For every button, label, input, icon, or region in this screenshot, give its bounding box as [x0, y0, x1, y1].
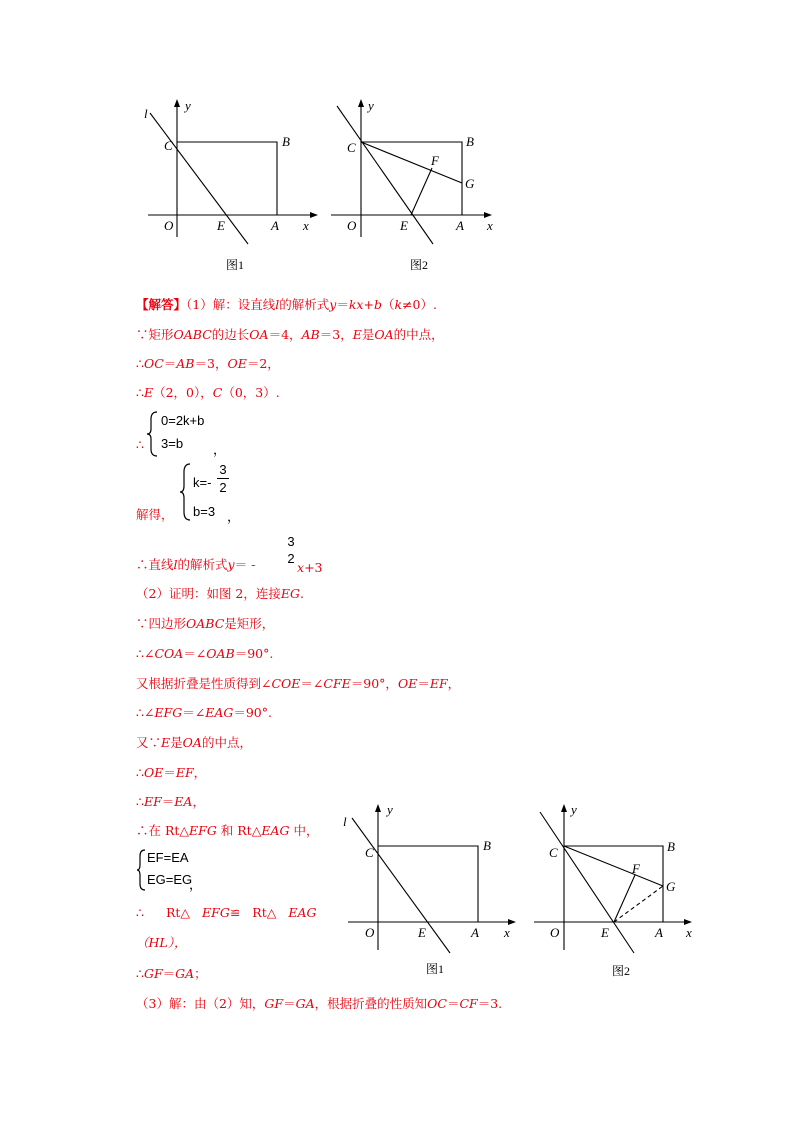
solution-line-6: （2）证明：如图 2，连接EG. [136, 586, 304, 601]
left-brace [180, 462, 192, 522]
fraction-numerator: 3 [287, 534, 295, 549]
system-1-eq-1: 0=2k+b [161, 413, 205, 428]
figure-2-top [325, 96, 505, 276]
solution-line-2: ∵矩形OABC的边长OA＝4，AB＝3，E是OA的中点， [136, 327, 444, 342]
label-x: x [487, 218, 493, 233]
label-e: E [400, 218, 408, 233]
fraction-denominator: 2 [219, 480, 227, 495]
solution-line-17: ∴GF＝GA； [136, 966, 207, 981]
system-1-comma: ， [213, 442, 227, 457]
system-2-b: b=3 [193, 504, 216, 519]
label-a: A [271, 218, 279, 233]
label-a: A [655, 925, 663, 940]
figure-1-bottom-svg [340, 800, 520, 980]
label-g: G [666, 879, 676, 894]
system-3-eq-2: EG=EG [147, 872, 193, 887]
figure-1-bottom [340, 800, 520, 980]
figure-2-top-svg [325, 96, 505, 276]
label-o: O [365, 925, 375, 940]
figure-2-bottom [528, 800, 708, 980]
label-f: F [431, 153, 439, 168]
system-2-prefix: 解得， [136, 507, 174, 522]
solution-line-14: ∴在 Rt△EFG 和 Rt△EAG 中， [136, 823, 319, 838]
label-c: C [549, 845, 558, 860]
label-b: B [667, 839, 675, 854]
solution-line-5: ∴直线l的解析式y＝ - [136, 557, 256, 572]
label-a: A [471, 925, 479, 940]
figure-caption: 图2 [410, 258, 429, 272]
figure-1-top-svg [140, 96, 320, 276]
label-e: E [418, 925, 426, 940]
equation-system-3 [137, 848, 237, 892]
line-5-fraction [284, 534, 298, 566]
solution-line-16: （HL）， [136, 935, 187, 950]
label-l: l [343, 814, 347, 829]
system-3-eq-1: EF=EA [147, 850, 189, 865]
solution-line-13: ∴EF＝EA， [136, 794, 205, 809]
solution-line-12: ∴OE＝EF， [136, 765, 207, 780]
label-e: E [601, 925, 609, 940]
system-2-fraction [217, 462, 229, 495]
figure-caption: 图2 [612, 964, 631, 978]
system-1-eq-2: 3=b [161, 436, 184, 451]
left-brace [147, 410, 159, 458]
label-o: O [347, 218, 357, 233]
solution-line-15: ∴ Rt△ EFG≌ Rt△ EAG [136, 905, 317, 920]
solution-line-5-tail: x+3 [297, 560, 323, 575]
solution-line-11: 又∵E是OA的中点， [136, 735, 252, 750]
solution-line-3: ∴OC＝AB＝3，OE＝2， [136, 356, 280, 371]
system-2-comma: ， [227, 509, 241, 524]
label-c: C [347, 140, 356, 155]
fraction-numerator: 3 [219, 462, 227, 477]
label-b: B [483, 838, 491, 853]
label-y: y [368, 98, 374, 113]
fraction-bar [217, 478, 229, 479]
solution-line-4: ∴E（2，0），C（0，3）. [136, 385, 280, 400]
solution-line-1: 【解答】（1）解：设直线l的解析式y＝kx+b（k≠0）. [136, 297, 437, 312]
figure-caption: 图1 [426, 962, 445, 976]
label-f: F [632, 861, 640, 876]
label-o: O [164, 218, 174, 233]
label-x: x [686, 925, 692, 940]
figure-caption: 图1 [226, 258, 245, 272]
label-e: E [217, 218, 225, 233]
system-2-k: k=- [193, 475, 212, 490]
fraction-denominator: 2 [287, 551, 295, 566]
label-a: A [456, 218, 464, 233]
solution-line-10: ∴∠EFG＝∠EAG＝90°. [136, 705, 272, 720]
equation-system-2 [180, 462, 260, 522]
left-brace [137, 848, 147, 892]
label-y: y [571, 802, 577, 817]
solution-line-9: 又根据折叠是性质得到∠COE＝∠CFE＝90°，OE＝EF， [136, 676, 461, 691]
label-y: y [387, 802, 393, 817]
solution-line-7: ∵四边形OABC是矩形， [136, 616, 275, 631]
label-x: x [303, 218, 309, 233]
label-c: C [365, 845, 374, 860]
answer-tag: 【解答】 [136, 297, 187, 312]
label-b: B [282, 134, 290, 149]
figure-2-bottom-svg [528, 800, 708, 980]
solution-line-18: （3）解：由（2）知，GF＝GA，根据折叠的性质知OC＝CF＝3. [136, 996, 503, 1011]
label-b: B [466, 134, 474, 149]
system-1-prefix: ∴ [136, 437, 144, 452]
equation-system-1 [147, 410, 247, 458]
figure-1-top [140, 96, 320, 276]
solution-line-8: ∴∠COA＝∠OAB＝90°. [136, 646, 274, 661]
label-x: x [504, 925, 510, 940]
label-g: G [465, 176, 475, 191]
label-l: l [144, 106, 148, 121]
system-3-comma: ， [189, 877, 203, 892]
label-c: C [164, 138, 173, 153]
label-y: y [185, 98, 191, 113]
label-o: O [550, 925, 560, 940]
